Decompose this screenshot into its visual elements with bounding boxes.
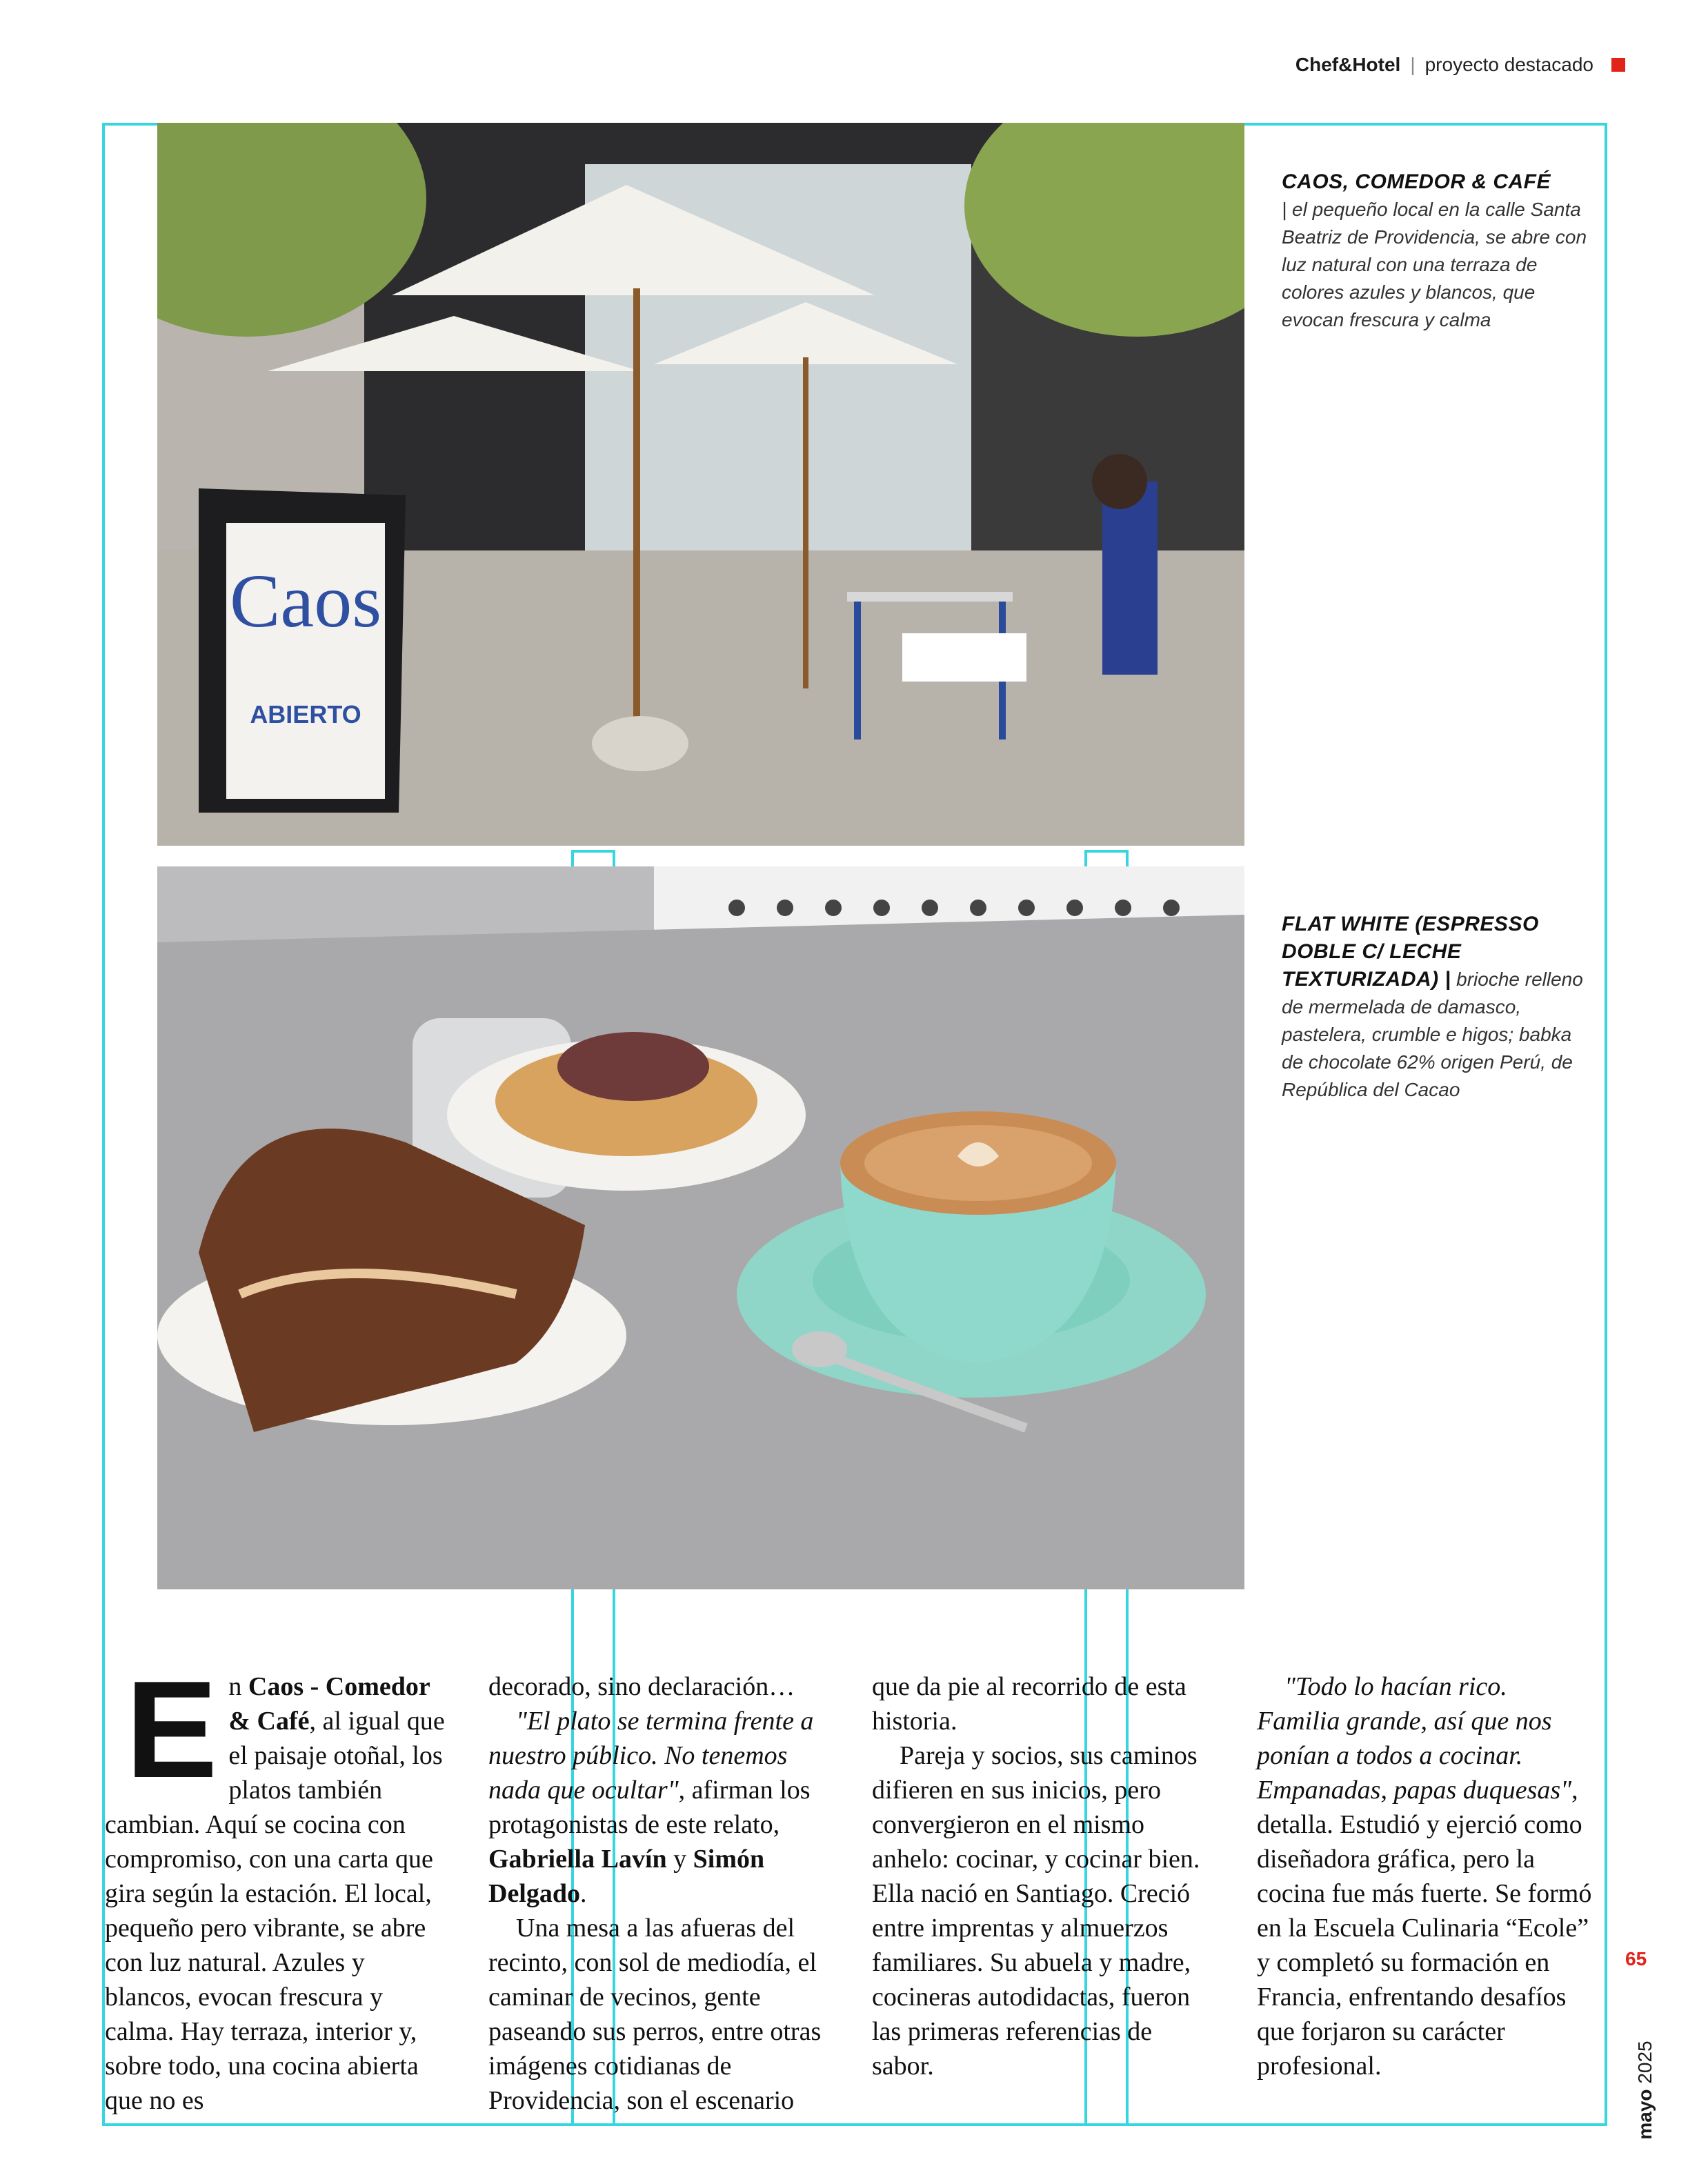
red-square-icon [1611, 58, 1625, 72]
col2-paragraph-1: decorado, sino declaración… [488, 1672, 795, 1701]
name-simon: Simón Delgado [488, 1845, 765, 1908]
cafe-terrace-photo [157, 123, 1244, 846]
col3-paragraph-2: Pareja y socios, sus caminos difieren en sus inicios, pero convergieron en el mismo anhelo: cocinar, y cocinar bien. Ella nació en Santiago. Creció entre imprentas y almuerzos familiares. Su abuela y madre, cocineras autodidactas, fueron las primeras referencias de sabor. [872, 1741, 1200, 2081]
col2-paragraph-3: Una mesa a las afueras del recinto, con sol de mediodía, el caminar de vecinos, gente paseando sus perros, entre otras imágenes cotidianas de Providencia, son el escenario [488, 1914, 822, 2115]
caption-terrace-title: CAOS, COMEDOR & CAFÉ [1282, 170, 1551, 193]
name-gabriella: Gabriella Lavín [488, 1845, 667, 1874]
caption-terrace [1282, 168, 1592, 334]
article-column-2 [488, 1669, 826, 2118]
running-header [1295, 54, 1625, 76]
col3-paragraph-1: que da pie al recorrido de esta historia. [872, 1672, 1186, 1736]
col2-after-quote: , afirman los protagonistas de este relato, [488, 1776, 811, 1839]
drop-cap: E [126, 1653, 218, 1807]
col1-lead: n [228, 1672, 248, 1701]
col2-paragraph-2 [488, 1704, 826, 1911]
caption-coffee-title: FLAT WHITE (ESPRESSO DOBLE C/ LECHE TEXTURIZADA) | [1282, 913, 1539, 991]
issue-month: mayo [1634, 2089, 1656, 2140]
col4-quote: "Todo lo hacían rico. Familia grande, así que nos ponían a todos a cocinar. Empanadas, papas duquesas" [1257, 1672, 1572, 1805]
page-number: 65 [1625, 1948, 1647, 1969]
header-separator: | [1410, 54, 1416, 75]
col2-quote: "El plato se termina frente a nuestro público. No tenemos nada que ocultar" [488, 1707, 814, 1805]
section-name: proyecto destacado [1424, 54, 1593, 75]
issue-year: 2025 [1634, 2041, 1656, 2084]
col1-text: , al igual que el paisaje otoñal, los platos también cambian. Aquí se cocina con compromiso, con una carta que gira según la estación. El local, pequeño pero vibrante, se abre con luz natural. Azules y blancos, evocan frescura y calma. Hay terraza, interior y, sobre todo, una cocina abierta que no es [105, 1707, 445, 2115]
pastries-coffee-photo [157, 866, 1244, 1589]
magazine-brand: Chef&Hotel [1295, 54, 1401, 75]
caption-coffee [1282, 911, 1592, 1104]
issue-date [1635, 2021, 1656, 2159]
article-column-3 [872, 1669, 1217, 2083]
article-column-1 [105, 1653, 450, 2118]
sign-open-text: ABIERTO [250, 700, 361, 728]
col4-text: , detalla. Estudió y ejerció como diseñadora gráfica, pero la cocina fue más fuerte. Se formó en la Escuela Culinaria “Ecole” y completó su formación en Francia, enfrentando desafíos que forjaron su carácter profesional. [1257, 1776, 1592, 2081]
issue-date-text [1634, 2041, 1656, 2139]
col2-and: y [666, 1845, 693, 1874]
sign-logo: Caos [230, 559, 381, 643]
col4-paragraph [1257, 1669, 1595, 2083]
caption-coffee-text: brioche relleno de mermelada de damasco, pastelera, crumble e higos; babka de chocolate 62% origen Perú, de República del Cacao [1282, 969, 1583, 1100]
caption-terrace-text: | el pequeño local en la calle Santa Beatriz de Providencia, se abre con luz natural con una terraza de colores azules y blancos, que evocan frescura y calma [1282, 199, 1587, 330]
col2-period: . [580, 1879, 587, 1908]
article-column-4 [1257, 1669, 1595, 2083]
restaurant-name: Caos - Comedor & Café [228, 1672, 430, 1736]
